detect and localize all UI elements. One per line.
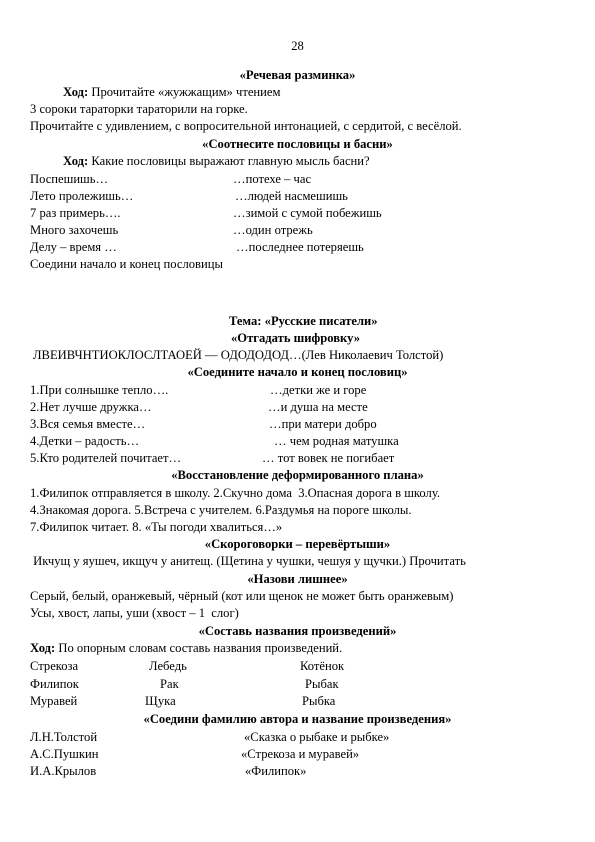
proverb-start: Много захочешь [30,223,119,237]
proverb-start: Делу – время … [30,240,117,254]
keyword: Щука [145,694,176,708]
proverb-start: 7 раз примерь…. [30,206,121,220]
plan-line: 1.Филипок отправляется в школу. 2.Скучно дома 3.Опасная дорога в школу. [30,486,441,500]
instruction-line [63,153,370,169]
instruction-text: Прочитайте «жужжащим» чтением [88,85,281,99]
section-title-speech-warmup: «Речевая разминка» [239,68,356,82]
proverb-end: …зимой с сумой побежишь [233,206,382,220]
proverb-start: Лето пролежишь… [30,189,134,203]
hod-label: Ход: [63,85,89,99]
proverb-start: 1.При солнышке тепло…. [30,383,169,397]
hod-label: Ход: [63,154,89,168]
keyword: Стрекоза [30,659,79,673]
section-title-proverbs-fables: «Соотнесите пословицы и басни» [202,137,393,151]
proverb-end: …и душа на месте [268,400,368,414]
instruction-text: По опорным словам составь названия произведений. [55,641,343,655]
text-line: 3 сороки тараторки тараторили на горке. [30,102,248,116]
keyword: Рыбак [305,677,339,691]
keyword: Рак [160,677,179,691]
page-number: 28 [291,39,304,53]
work-title: «Филипок» [245,764,307,778]
instruction-text: Какие пословицы выражают главную мысль басни? [88,154,370,168]
plan-line: 4.Знакомая дорога. 5.Встреча с учителем. 6.Раздумья на пороге школы. [30,503,412,517]
section-title-cipher: «Отгадать шифровку» [231,331,361,345]
author-name: Л.Н.Толстой [30,730,98,744]
author-name: А.С.Пушкин [30,747,99,761]
proverb-end: …при матери добро [269,417,377,431]
keyword: Муравей [30,694,78,708]
cipher-text: ЛВЕИВЧНТИОКЛОСЛТАОЕЙ — ОДОДОДОД…(Лев Николаевич Толстой) [33,348,444,362]
proverb-end: … чем родная матушка [274,434,399,448]
proverb-end: …потехе – час [233,172,312,186]
section-title-odd-one-out: «Назови лишнее» [247,572,348,586]
proverb-end: …один отрежь [233,223,313,237]
text-line: Соедини начало и конец пословицы [30,257,223,271]
plan-line: 7.Филипок читает. 8. «Ты погоди хвалиться…» [30,520,283,534]
work-title: «Стрекоза и муравей» [241,747,360,761]
proverb-start: Поспешишь… [30,172,109,186]
hod-label: Ход: [30,641,56,655]
instruction-line [63,84,280,100]
proverb-start: 5.Кто родителей почитает… [30,451,182,465]
keyword: Котёнок [300,659,345,673]
section-title-tongue-twisters: «Скороговорки – перевёртыши» [204,537,391,551]
text-line: Усы, хвост, лапы, уши (хвост – 1 слог) [30,606,239,620]
work-title: «Сказка о рыбаке и рыбке» [244,730,390,744]
text-line: Прочитайте с удивлением, с вопросительной интонацией, с сердитой, с весёлой. [30,119,462,133]
proverb-end: … тот вовек не погибает [262,451,395,465]
author-name: И.А.Крылов [30,764,97,778]
proverb-start: 3.Вся семья вместе… [30,417,146,431]
keyword: Рыбка [302,694,336,708]
section-title-restore-plan: «Восстановление деформированного плана» [171,468,424,482]
section-title-connect-proverbs: «Соедините начало и конец пословиц» [187,365,408,379]
proverb-end: …людей насмешишь [235,189,348,203]
section-title-author-work: «Соедини фамилию автора и название произведения» [143,712,452,726]
section-title-compose-titles: «Составь названия произведений» [198,624,397,638]
keyword: Филипок [30,677,79,691]
proverb-end: …детки же и горе [270,383,367,397]
keyword: Лебедь [149,659,187,673]
tongue-twister-line: Икчущ у яушеч, икщуч у анитещ. (Щетина у чушки, чешуя у щучки.) Прочитать [30,554,466,568]
proverb-start: 2.Нет лучше дружка… [30,400,152,414]
instruction-line [30,640,342,656]
proverb-start: 4.Детки – радость… [30,434,140,448]
proverb-end: …последнее потеряешь [236,240,364,254]
text-line: Серый, белый, оранжевый, чёрный (кот или щенок не может быть оранжевым) [30,589,454,603]
theme-heading: Тема: «Русские писатели» [229,314,378,328]
